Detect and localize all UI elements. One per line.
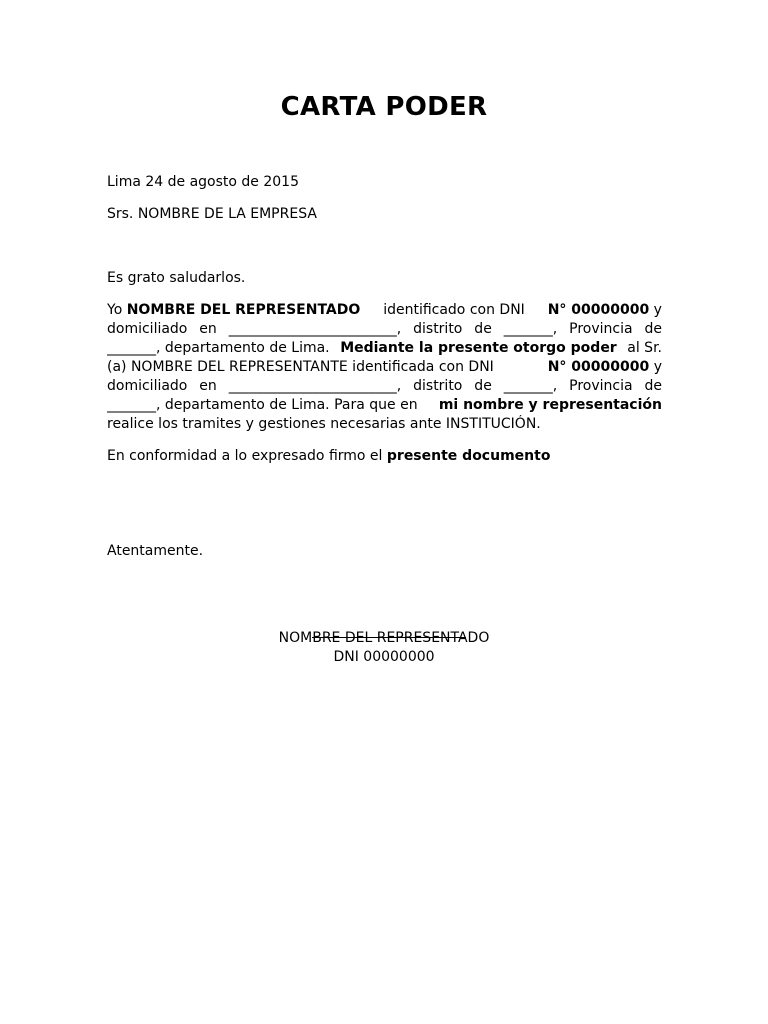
body-text: y [649,359,662,375]
body-line-1 [107,301,662,320]
dni-number: N° 00000000 [547,302,650,318]
dni-number: N° 00000000 [547,359,650,375]
body-text: _______, departamento de Lima. [107,340,330,356]
body-text: En conformidad a lo expresado firmo el [107,448,387,464]
body-text: y [649,302,662,318]
document-phrase: presente documento [386,448,551,464]
body-paragraph [107,301,662,434]
date-line: Lima 24 de agosto de 2015 [107,174,299,190]
body-text: _______, departamento de Lima. Para que en [107,397,418,413]
body-text: al Sr. [627,340,662,356]
body-line-6 [107,396,662,415]
representation-phrase: mi nombre y representación [438,397,662,413]
body-text: (a) NOMBRE DEL REPRESENTANTE identificada con DNI [107,359,494,375]
grant-phrase: Mediante la presente otorgo poder [340,340,617,356]
signature-name: NOMBRE DEL REPRESENTADO [278,630,490,646]
body-line-5: domiciliado en ________________________, distrito de _______, Provincia de [107,378,662,394]
body-line-2: domiciliado en ________________________, distrito de _______, Provincia de [107,321,662,337]
closing: Atentamente. [107,543,204,559]
body-line-4 [107,358,662,377]
signature-dni: DNI 00000000 [333,649,435,665]
conformity-line [107,447,662,466]
greeting: Es grato saludarlos. [107,270,246,286]
body-line-3 [107,339,662,358]
document-title: CARTA PODER [280,92,488,122]
body-text: identificado con DNI [383,302,525,318]
body-line-7: realice los tramites y gestiones necesarias ante INSTITUCIÓN. [107,416,541,432]
signature-block [0,626,768,667]
represented-name: NOMBRE DEL REPRESENTADO [126,302,361,318]
body-text: Yo [107,302,127,318]
signature-line [312,637,466,638]
addressee: Srs. NOMBRE DE LA EMPRESA [107,206,317,222]
